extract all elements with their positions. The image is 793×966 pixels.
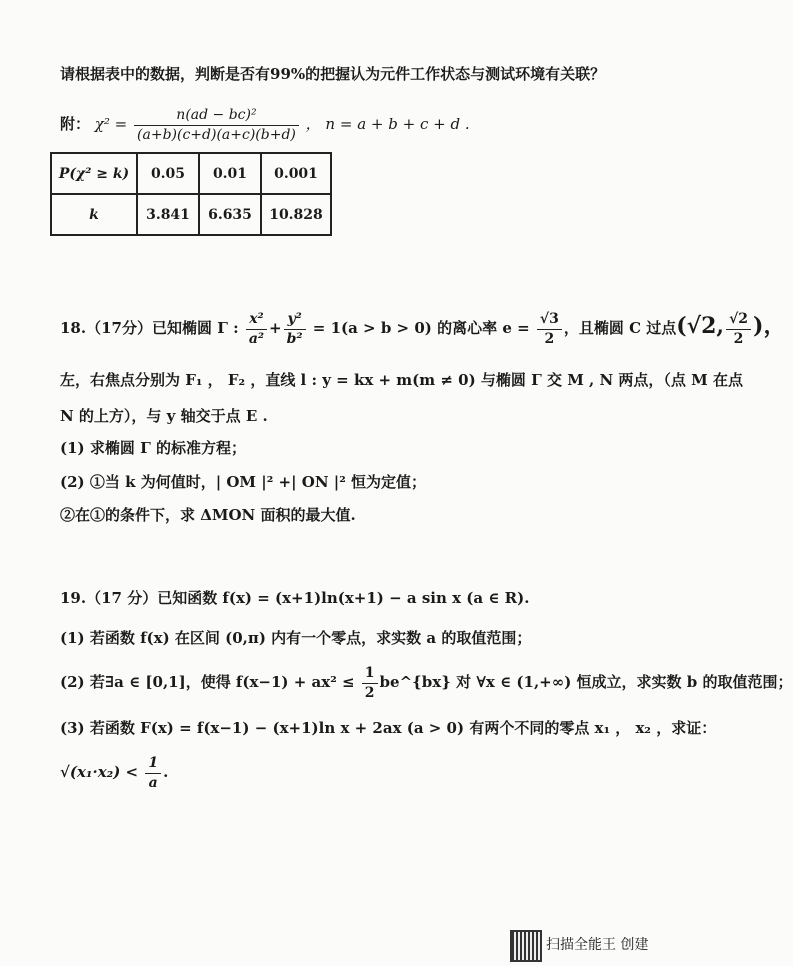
q18-part2: (2) ①当 k 为何值时，| OM |² +| ON |² 恒为定值；	[60, 473, 427, 491]
y-fraction	[284, 310, 306, 349]
x-numerator: x²	[246, 310, 267, 330]
q19-sqrt: √(x₁·x₂) <	[60, 763, 139, 781]
q19-part2-a: (2) 若∃a ∈ [0,1]，使得 f(x−1) + ax² ≤	[60, 673, 355, 691]
q18-part1: (1) 求椭圆 Γ 的标准方程；	[60, 439, 246, 457]
plus-sign: +	[269, 319, 282, 337]
x-denominator: a²	[248, 330, 265, 347]
y-numerator: y²	[284, 310, 306, 330]
half-fraction	[362, 664, 378, 703]
table-cell: P(χ² ≥ k)	[51, 153, 137, 194]
point-fraction	[726, 310, 751, 349]
table-row	[51, 194, 331, 235]
q19-part2-line	[60, 656, 793, 708]
point-open: (√2,	[676, 313, 725, 339]
table-row	[51, 153, 331, 194]
q19-part1: (1) 若函数 f(x) 在区间 (0,π) 内有一个零点，求实数 a 的取值范围；	[60, 629, 532, 647]
n-definition: ， n = a + b + c + d .	[305, 115, 470, 133]
q18-line3: N 的上方），与 y 轴交于点 E .	[60, 407, 268, 425]
table-cell: 10.828	[261, 194, 331, 235]
table-cell: 6.635	[199, 194, 261, 235]
q18-lead-line	[60, 300, 785, 354]
q18-line2: 左，右焦点分别为 F₁ ， F₂ ，直线 l : y = kx + m(m ≠ 0) 与椭圆 Γ 交 M , N 两点，（点 M 在点	[60, 371, 743, 389]
e-numerator: √3	[537, 310, 562, 330]
table-cell: 0.001	[261, 153, 331, 194]
chi-numerator: n(ad − bc)²	[134, 106, 299, 126]
qr-code-icon	[510, 930, 542, 962]
appendix-label: 附：	[60, 115, 91, 133]
q18-part3: ②在①的条件下，求 ΔMON 面积的最大值.	[60, 506, 356, 524]
e-denominator: 2	[544, 330, 555, 347]
q18-pass: ，且椭圆 C 过点	[563, 319, 677, 337]
q19-period: .	[163, 763, 169, 781]
x-fraction	[246, 310, 267, 349]
inverse-a-denominator: a	[148, 774, 158, 791]
q18-condition: = 1(a > b > 0) 的离心率 e =	[312, 319, 530, 337]
inverse-a-fraction	[145, 754, 161, 793]
point-close: )，	[753, 313, 786, 339]
critical-value-table	[50, 152, 332, 236]
table-cell: 0.05	[137, 153, 199, 194]
chi-lhs: χ² =	[94, 115, 128, 133]
q19-part2-b: be^{bx} 对 ∀x ∈ (1,+∞) 恒成立，求实数 b 的取值范围；	[379, 673, 793, 691]
e-fraction	[537, 310, 562, 349]
chi-square-formula	[60, 98, 470, 150]
table-cell: k	[51, 194, 137, 235]
scanner-watermark: 扫描全能王 创建	[546, 937, 649, 953]
chi-denominator: (a+b)(c+d)(a+c)(b+d)	[137, 126, 296, 143]
point-denominator: 2	[733, 330, 744, 347]
y-denominator: b²	[286, 330, 303, 347]
half-denominator: 2	[364, 684, 375, 701]
half-numerator: 1	[362, 664, 378, 684]
q19-part4-line	[60, 746, 168, 798]
q18-lead: 18.（17分）已知椭圆 Γ :	[60, 319, 239, 337]
table-cell: 0.01	[199, 153, 261, 194]
point-numerator: √2	[726, 310, 751, 330]
chi-fraction	[134, 106, 299, 145]
table-cell: 3.841	[137, 194, 199, 235]
q19-lead: 19.（17 分）已知函数 f(x) = (x+1)ln(x+1) − a sin x (a ∈ R).	[60, 589, 530, 607]
inverse-a-numerator: 1	[145, 754, 161, 774]
question-text: 请根据表中的数据，判断是否有99%的把握认为元件工作状态与测试环境有关联？	[60, 65, 606, 83]
q19-part3: (3) 若函数 F(x) = f(x−1) − (x+1)ln x + 2ax (a > 0) 有两个不同的零点 x₁ ， x₂ ，求证：	[60, 719, 717, 737]
